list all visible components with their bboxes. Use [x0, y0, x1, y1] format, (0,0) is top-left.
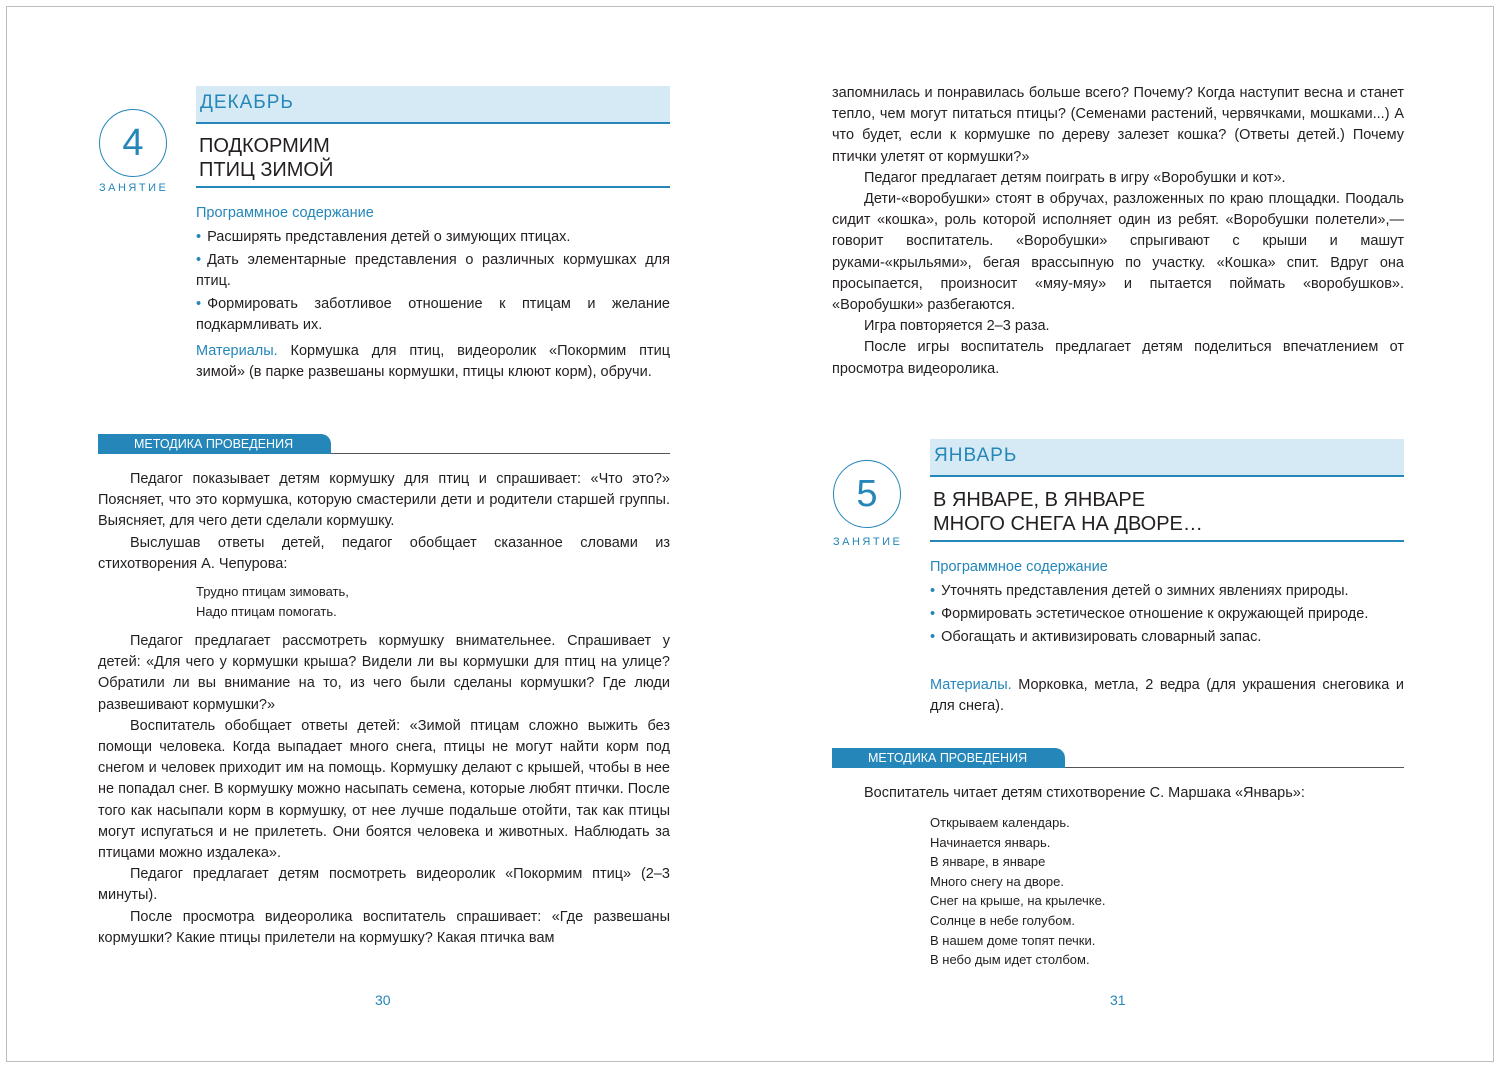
lesson-number: 5 [856, 473, 878, 515]
paragraph: Выслушав ответы детей, педагог обобщает сказанное словами из стихотворения А. Чепурова: [98, 534, 670, 572]
poem-line: В нашем доме топят печки. [930, 932, 1096, 948]
poem-line: Начинается январь. [930, 834, 1051, 850]
poem-line: В небо дым идет столбом. [930, 952, 1090, 968]
body-text-a [98, 469, 670, 575]
paragraph: запомнилась и понравилась больше всего? Почему? Когда наступит весна и станет тепло, чем могут питаться птицы? (Семенами растений, червячками, мошками...) А что будет, если к кормушке по дереву залезет кошка? (Ответы детей.) Почему птички улетят от кормушки?» [832, 85, 1404, 165]
list-item: • Уточнять представления детей о зимних явлениях природы. [930, 583, 1349, 599]
list-item: • Дать элементарные представления о различных кормушках для птиц. [196, 252, 670, 289]
page-number: 30 [375, 992, 391, 1008]
program-heading: Программное содержание [196, 205, 374, 221]
paragraph: После игры воспитатель предлагает детям поделиться впечатлением от просмотра видеоролика. [832, 339, 1404, 377]
materials-label: Материалы. [196, 343, 278, 359]
lesson-label: ЗАНЯТИЕ [99, 182, 169, 194]
materials-text: Кормушка для птиц, видеоролик «Покормим птиц зимой» (в парке развешаны кормушки, птицы клюют корм), обручи. [196, 343, 671, 380]
program-bullets [196, 227, 670, 338]
lesson-number: 4 [122, 122, 144, 164]
body-text-b [98, 631, 670, 949]
method-label: МЕТОДИКА ПРОВЕДЕНИЯ [832, 748, 1065, 768]
paragraph: Педагог показывает детям кормушку для птиц и спрашивает: «Что это?» Поясняет, что это кормушка, которую смастерили дети и родители старшей группы. Выясняет, для чего дети сделали кормушку. [98, 471, 670, 530]
paragraph: Педагог предлагает детям посмотреть видеоролик «Покормим птиц» (2–3 минуты). [98, 866, 670, 904]
poem [196, 582, 349, 621]
poem-line: Трудно птицам зимовать, [196, 584, 349, 599]
lesson-label: ЗАНЯТИЕ [833, 536, 903, 548]
method-band [98, 434, 670, 454]
title-line: ПТИЦ ЗИМОЙ [199, 159, 334, 181]
poem [930, 813, 1105, 970]
method-label: МЕТОДИКА ПРОВЕДЕНИЯ [98, 434, 331, 454]
page-number: 31 [1110, 992, 1126, 1008]
poem-line: Снег на крыше, на крылечке. [930, 893, 1106, 909]
materials-label: Материалы. [930, 677, 1012, 693]
right-page [751, 7, 1493, 1061]
month-label: ЯНВАРЬ [934, 445, 1018, 466]
body-text-top [832, 83, 1404, 380]
list-item: • Формировать заботливое отношение к птицам и желание подкармливать их. [196, 296, 670, 333]
poem-line: Надо птицам помогать. [196, 603, 337, 619]
title-line: МНОГО СНЕГА НА ДВОРЕ… [933, 513, 1203, 535]
paragraph: Воспитатель читает детям стихотворение С. Маршака «Январь»: [864, 785, 1305, 801]
left-page [7, 7, 751, 1061]
poem-line: В январе, в январе [930, 854, 1046, 870]
book-spread [6, 6, 1494, 1062]
title-line: В ЯНВАРЕ, В ЯНВАРЕ [933, 489, 1146, 511]
lesson-title [196, 134, 670, 188]
poem-line: Открываем календарь. [930, 815, 1070, 830]
paragraph: Воспитатель обобщает ответы детей: «Зимой птицам сложно выжить без помощи человека. Когда выпадает много снега, птицы не могут найти корм под снегом и человек приходит им на помощь. Кормушку делают с крышей, чтобы в нее не попадал снег. В кормушку можно насыпать семена, которые любят птички. После того как насыпали корм в кормушку, от нее лучше подальше отойти, так как птицы могут испугаться и не прилететь. Они боятся человека и животных. Наблюдать за птицами можно издалека». [98, 717, 670, 862]
paragraph: Педагог предлагает рассмотреть кормушку внимательнее. Спрашивает у детей: «Для чего у кормушки крыша? Видели ли вы кормушки для птиц на улице? Обратили ли вы внимание на то, из чего были сделаны кормушки? Где люди развешивают кормушки?» [98, 633, 670, 713]
paragraph: После просмотра видеоролика воспитатель спрашивает: «Где развешаны кормушки? Какие птицы прилетели на кормушку? Какая птичка вам [98, 908, 670, 946]
paragraph: Дети-«воробушки» стоят в обручах, разложенных по краю площадки. Поодаль сидит «кошка», роль которой исполняет один из ребят. «Воробушки полетели»,— говорит воспитатель. «Воробушки» спрыгивают с крыши и машут руками-«крыльями», бегая врассыпную по участку. «Кошка» спит. Вдруг она просыпается, произносит «мяу-мяу» и пытается поймать «воробушков». «Воробушки» разбегаются. [832, 191, 1404, 314]
list-item: • Расширять представления детей о зимующих птицах. [196, 229, 571, 245]
title-line: ПОДКОРМИМ [199, 135, 330, 157]
paragraph: Педагог предлагает детям поиграть в игру «Воробушки и кот». [864, 169, 1286, 186]
lesson-title [930, 488, 1404, 542]
poem-line: Много снегу на дворе. [930, 873, 1064, 889]
materials [930, 675, 1404, 717]
month-label: ДЕКАБРЬ [200, 92, 294, 113]
body-text-intro [832, 783, 1404, 804]
program-bullets [930, 581, 1404, 650]
materials [196, 341, 670, 383]
program-heading: Программное содержание [930, 559, 1108, 575]
method-band [832, 748, 1404, 768]
poem-line: Солнце в небе голубом. [930, 912, 1076, 928]
paragraph: Игра повторяется 2–3 раза. [864, 318, 1050, 335]
materials-text: Морковка, метла, 2 ведра (для украшения снеговика и для снега). [930, 677, 1404, 714]
lesson-number-circle [99, 109, 167, 177]
list-item: • Формировать эстетическое отношение к окружающей природе. [930, 606, 1369, 622]
list-item: • Обогащать и активизировать словарный запас. [930, 629, 1262, 645]
month-band [196, 86, 670, 124]
month-band [930, 439, 1404, 477]
lesson-number-circle [833, 460, 901, 528]
